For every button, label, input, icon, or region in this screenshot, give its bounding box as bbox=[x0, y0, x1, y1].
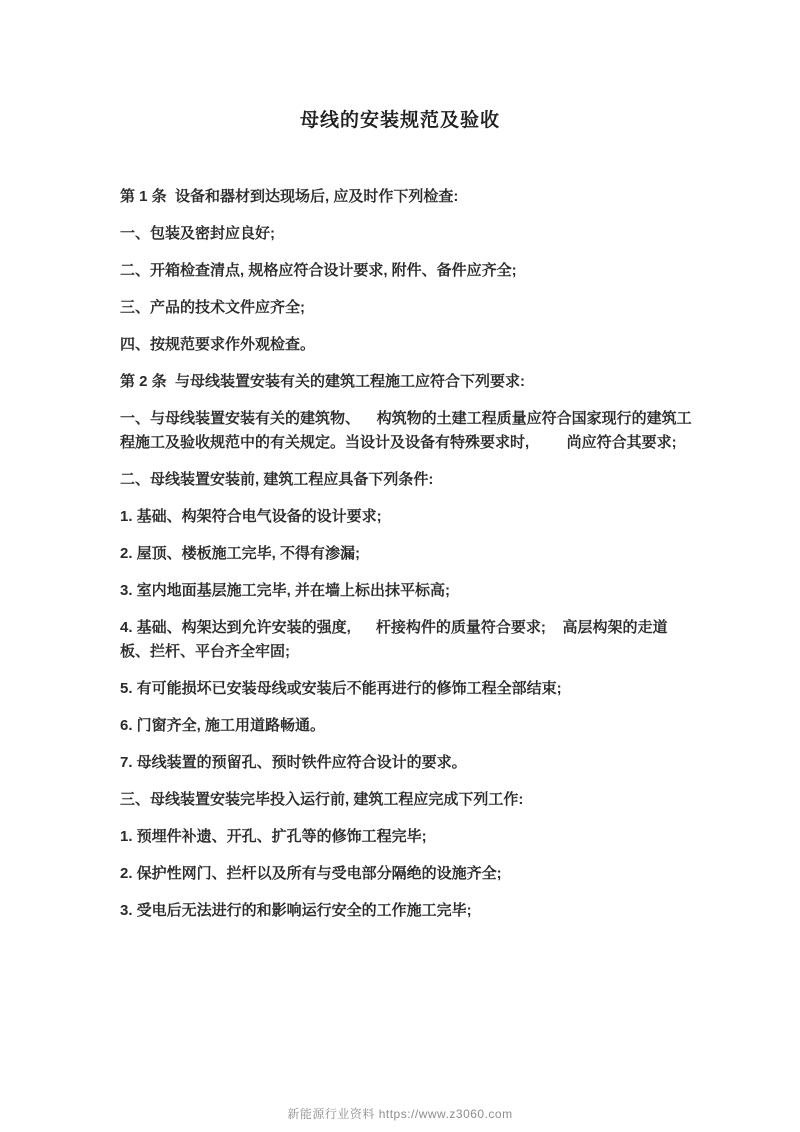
paragraph: 3. 室内地面基层施工完毕, 并在墙上标出抹平标高; bbox=[120, 582, 451, 599]
footer-watermark: 新能源行业资料 https://www.z3060.com bbox=[287, 1107, 513, 1121]
document-title: 母线的安装规范及验收 bbox=[299, 110, 500, 131]
paragraph: 2. 屋顶、楼板施工完毕, 不得有渗漏; bbox=[120, 545, 361, 562]
paragraph: 一、包装及密封应良好; bbox=[120, 225, 275, 242]
paragraph: 3. 受电后无法进行的和影响运行安全的工作施工完毕; bbox=[120, 902, 472, 919]
paragraph: 二、开箱检查清点, 规格应符合设计要求, 附件、备件应齐全; bbox=[120, 262, 517, 279]
document-body bbox=[120, 185, 692, 923]
paragraph: 四、按规范要求作外观检查。 bbox=[120, 336, 316, 353]
paragraph: 第 1 条 设备和器材到达现场后, 应及时作下列检查: bbox=[120, 188, 459, 205]
paragraph: 1. 预埋件补遗、开孔、扩孔等的修饰工程完毕; bbox=[120, 828, 427, 845]
paragraph: 2. 保护性网门、拦杆以及所有与受电部分隔绝的设施齐全; bbox=[120, 865, 502, 882]
paragraph: 一、与母线装置安装有关的建筑物、 构筑物的土建工程质量应符合国家现行的建筑工程施工及验收规范中的有关规定。当设计及设备有特殊要求时, 尚应符合其要求; bbox=[120, 410, 692, 451]
paragraph: 4. 基础、构架达到允许安装的强度, 杆接构件的质量符合要求; 高层构架的走道板、拦杆、平台齐全牢固; bbox=[120, 619, 668, 660]
paragraph: 5. 有可能损坏已安装母线或安装后不能再进行的修饰工程全部结束; bbox=[120, 680, 562, 697]
paragraph: 7. 母线装置的预留孔、预时铁件应符合设计的要求。 bbox=[120, 754, 467, 771]
paragraph: 二、母线装置安装前, 建筑工程应具备下列条件: bbox=[120, 471, 434, 488]
paragraph: 6. 门窗齐全, 施工用道路畅通。 bbox=[120, 717, 326, 734]
paragraph: 第 2 条 与母线装置安装有关的建筑工程施工应符合下列要求: bbox=[120, 373, 526, 390]
paragraph: 三、母线装置安装完毕投入运行前, 建筑工程应完成下列工作: bbox=[120, 791, 524, 808]
paragraph: 三、产品的技术文件应齐全; bbox=[120, 299, 305, 316]
paragraph: 1. 基础、构架符合电气设备的设计要求; bbox=[120, 508, 382, 525]
